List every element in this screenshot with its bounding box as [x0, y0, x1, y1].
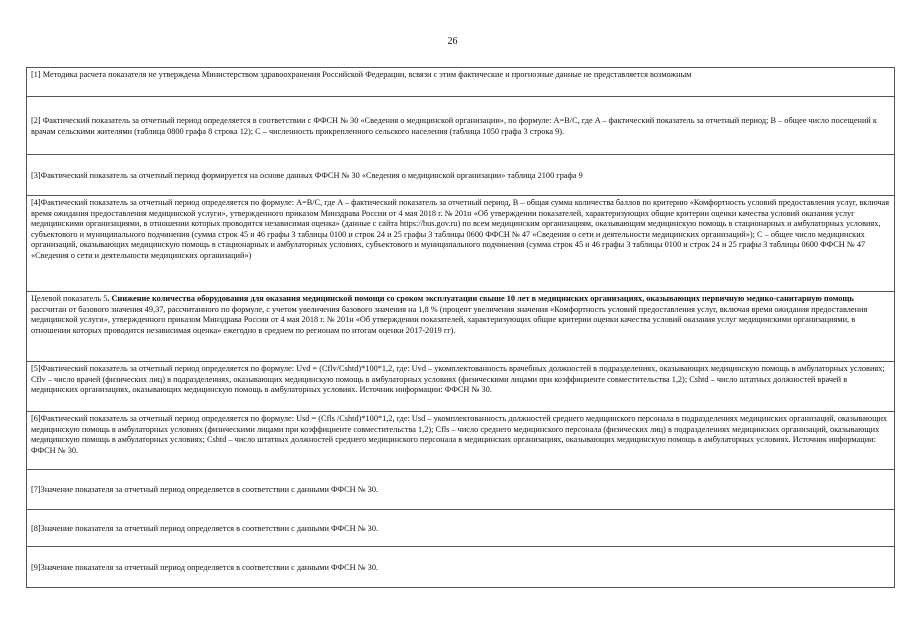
footnote-2 — [27, 97, 894, 155]
footnote-6 — [27, 412, 894, 470]
indicator-title: . Снижение количества оборудования для оказания медицинской помощи со сроком эксплуатации свыше 10 лет в медицинских организациях, оказывающих первичную медико-санитарную помощь — [107, 294, 854, 303]
footnote-text: [2] Фактический показатель за отчетный период определяется в соответствии с ФФСН № 30 «Сведения о медицинской организации», по формуле: A=B/C, где A – фактический показатель за отчетный период; B – общее число посещений к врачам сельскими жителями (таблица 0800 графа 8 строка 12); C – численность прикрепленного сельского населения (таблица 1050 графа 3 строка 9). — [31, 115, 877, 136]
footnote-text: [8]Значение показателя за отчетный период определяется в соответствии с данными ФФСН № 30. — [31, 523, 379, 533]
footnote-text: [5]Фактический показатель за отчетный период определяется по формуле: Uvd = (Cflv/Cshtd)*100*1,2, где: Uvd – укомплектованность врачебных должностей в подразделениях, оказывающих медицинскую помощь в амбулаторных условиях; Cflv – число врачей (физических лиц) в подразделениях, оказывающих медицинскую помощь в амбулаторных условиях (физическими лицами при коэффициенте совместительства 1,2); Cshtd – число штатных должностей врачей в медицинских организациях, оказывающих медицинскую помощь в амбулаторных условиях. Источник информации: ФФСН № 30. — [31, 364, 885, 395]
footnote-1 — [27, 68, 894, 97]
footnotes-table — [26, 67, 895, 588]
footnote-4 — [27, 196, 894, 292]
footnote-text — [31, 294, 890, 336]
footnote-text: [1] Методика расчета показателя не утверждена Министерством здравоохранения Российской Федерации, всвязи с этим фактические и прогнозные данные не представляется возможным — [31, 70, 692, 79]
indicator-prefix: Целевой показатель 5 — [31, 294, 108, 303]
indicator-text: рассчитан от базового значения 49,37, рассчитанного по формуле, с учетом увеличения базового значения на 1,8 % (процент увеличения значения «Комфортность условий предоставления услуг, включая время ожидания предоставления медицинской услуги», утвержденного приказом Минздрава России от 4 мая 2018 г. № 201н «Об утверждении показателей, характеризующих общие критерии оценки качества условий оказания услуг медицинскими организациями, в отношении которых проводится независимая оценка» ежегодно в среднем по регионам по итогам оценки 2017-2019 гг). — [31, 304, 868, 335]
footnote-text: [3]Фактический показатель за отчетный период формируется на основе данных ФФСН № 30 «Сведения о медицинской организации» таблица 2100 графа 9 — [31, 170, 583, 180]
footnote-text: [6]Фактический показатель за отчетный период определяется по формуле: Usd = (Cfls /Cshtd)*100*1,2, где: Usd – укомплектованность должностей среднего медицинского персонала в подразделениях медицинских организаций, оказывающих медицинскую помощь в амбулаторных условиях (физическими лицами при коэффициенте совместительства 1,2); Cfls – число среднего медицинского персонала (физических лиц) в подразделениях медицинских организаций, оказывающих медицинскую помощь в амбулаторных условиях; Cshtd – число штатных должностей среднего медицинского персонала в медицинских организациях, оказывающих медицинскую помощь в амбулаторных условиях. Источник информации: ФФСН № 30. — [31, 414, 888, 455]
target-indicator-5 — [27, 292, 894, 362]
footnote-8 — [27, 510, 894, 547]
page-number: 26 — [447, 36, 458, 47]
footnote-text: [9]Значение показателя за отчетный период определяется в соответствии с данными ФФСН № 30. — [31, 562, 379, 572]
footnote-3 — [27, 155, 894, 196]
footnote-text: [4]Фактический показатель за отчетный период определяется по формуле: A=B/C, где A – фактический показатель за отчетный период, B – общая сумма количества баллов по критерию «Комфортность условий предоставления услуг, включая время ожидания предоставления медицинской услуги», утвержденного приказом Минздрава России от 4 мая 2018 г. № 201н «Об утверждении показателей, характеризующих общие критерии оценки качества условий оказания услуг медицинскими организациями, в отношении которых проводится независимая оценка» (данные с сайта https://bus.gov.ru) по всем медицинским организациям, оказывающим медицинскую помощь в стационарных и амбулаторных условиях, субъектового и муниципального подчинения (сумма строк 45 и 46 графы 3 таблицы 0100 и строк 24 и 25 графы 3 таблицы 0600 ФФСН № 47 «Сведения о сети и деятельности медицинских организаций»); C – общее число медицинских организаций, оказывающих медицинскую помощь в стационарных и амбулаторных условиях, субъектового и муниципального подчинения (сумма строк 45 и 46 графы 3 таблицы 0100 и строк 24 и 25 графы 3 таблицы 0600 ФФСН № 47 «Сведения о сети и деятельности медицинских организаций») — [31, 198, 890, 260]
footnote-text: [7]Значение показателя за отчетный период определяется в соответствии с данными ФФСН № 30. — [31, 485, 379, 495]
footnote-5 — [27, 362, 894, 412]
footnote-7 — [27, 470, 894, 510]
footnote-9 — [27, 547, 894, 588]
